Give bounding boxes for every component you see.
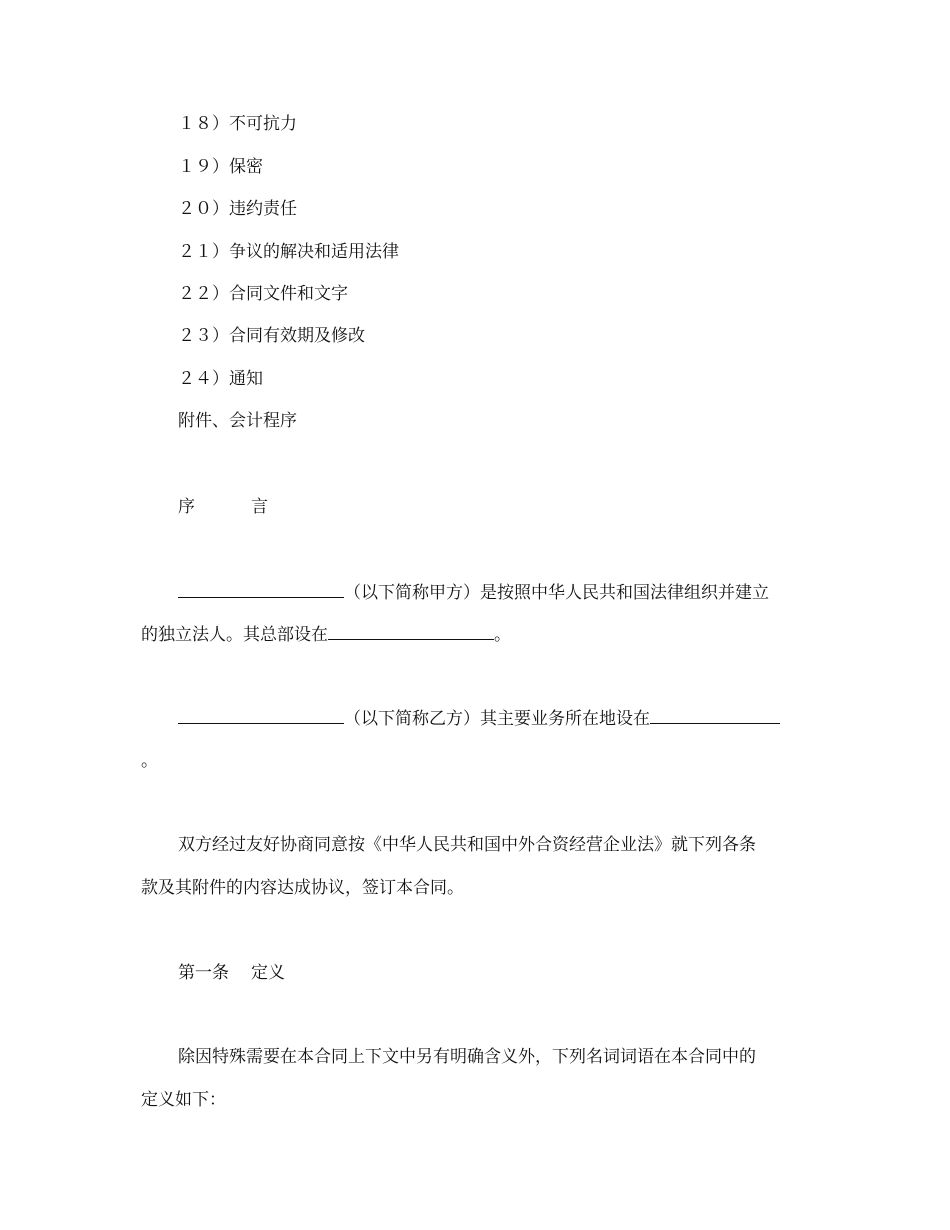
- party-a-text-end: 。: [494, 625, 511, 645]
- toc-item-22: ２２）合同文件和文字: [178, 284, 348, 304]
- toc-item-18: １８）不可抗力: [178, 114, 297, 134]
- party-b-name-blank: [178, 706, 344, 724]
- toc-item-21: ２１）争议的解决和适用法律: [178, 242, 399, 262]
- article-1-body-line-2: 定义如下：: [141, 1090, 226, 1110]
- agreement-line-1: 双方经过友好协商同意按《中华人民共和国中外合资经营企业法》就下列各条: [178, 835, 756, 855]
- toc-item-20: ２０）违约责任: [178, 199, 297, 219]
- toc-item-19: １９）保密: [178, 157, 263, 177]
- article-1-title: 定义: [251, 963, 285, 983]
- party-b-line-2: 。: [141, 751, 158, 771]
- party-b-line-1: [178, 706, 811, 731]
- toc-item-24: ２４）通知: [178, 369, 263, 389]
- agreement-line-2: 款及其附件的内容达成协议，签订本合同。: [141, 878, 464, 898]
- toc-item-23: ２３）合同有效期及修改: [178, 326, 365, 346]
- article-1-body-line-1: 除因特殊需要在本合同上下文中另有明确含义外，下列名词词语在本合同中的: [178, 1047, 756, 1067]
- party-a-text-1: （以下简称甲方）是按照中华人民共和国法律组织并建立: [344, 583, 769, 603]
- party-a-text-2: 的独立法人。其总部设在: [141, 625, 328, 645]
- preamble-title: [178, 495, 848, 519]
- party-a-line-2: [141, 622, 811, 647]
- party-a-hq-blank: [328, 622, 494, 640]
- preamble-title-left: 序: [178, 497, 195, 517]
- party-a-line-1: [178, 580, 811, 605]
- article-1-number: 第一条: [178, 963, 229, 983]
- article-1-heading: [178, 961, 848, 985]
- preamble-title-right: 言: [251, 497, 268, 517]
- party-a-name-blank: [178, 580, 344, 598]
- party-b-location-blank: [650, 706, 780, 724]
- toc-item-appendix: 附件、会计程序: [178, 411, 297, 431]
- party-b-text-1: （以下简称乙方）其主要业务所在地设在: [344, 709, 650, 729]
